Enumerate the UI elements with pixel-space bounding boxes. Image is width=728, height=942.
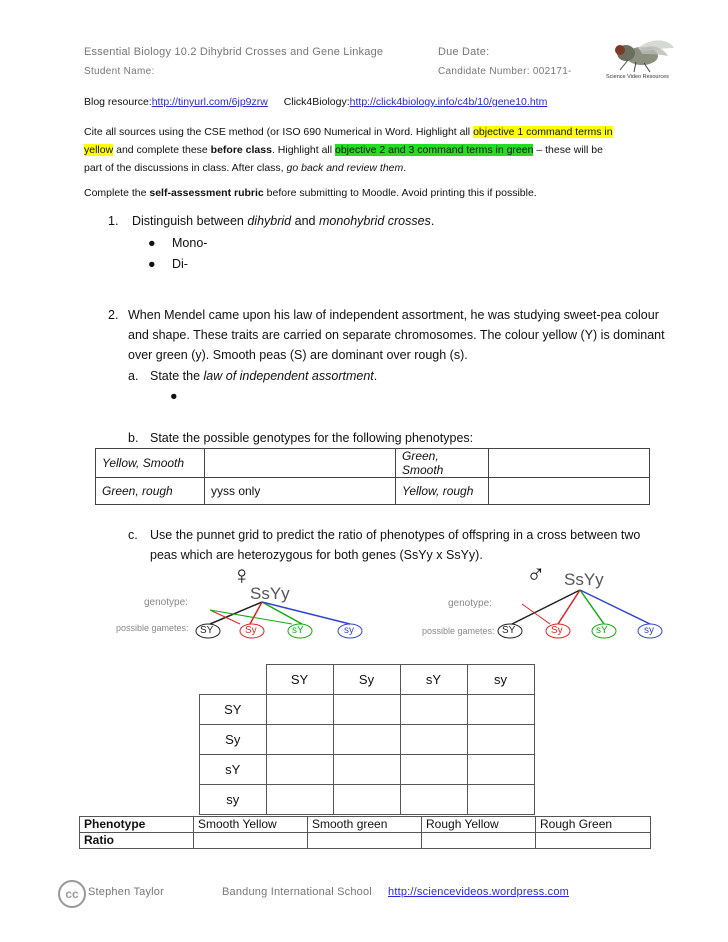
table-row [96,478,650,505]
gamete-sy-lower: sy [644,625,654,636]
q1-number: 1. [108,214,119,228]
instr-text: – these will be [533,144,603,156]
instructions-paragraph [84,123,654,177]
q2-number: 2. [108,308,119,322]
q2b-text: State the possible genotypes for the following phenotypes: [150,431,474,445]
punnet-cell[interactable] [400,755,467,785]
punnet-cell[interactable] [333,695,400,725]
q2c-line: peas which are heterozygous for both genes (SsYy x SsYy). [150,548,483,562]
q1-text-a: Distinguish between [132,214,248,228]
gamete-sy-lowerS: sY [292,625,304,636]
instr-text: Cite all sources using the CSE method (or ISO 690 Numerical in Word. Highlight all [84,126,474,138]
ratio-cell[interactable] [308,833,422,849]
bullet-icon: ● [170,389,178,403]
footer-author: Stephen Taylor [88,886,164,898]
rubric-instruction [84,184,537,202]
phenotype-col: Smooth green [308,817,422,833]
q1-text-b: and [291,214,319,228]
footer-url-link[interactable]: http://sciencevideos.wordpress.com [388,886,570,898]
punnet-row-header: sy [200,785,267,815]
phenotype-ratio-table [79,816,651,849]
candidate-number-label: Candidate Number: 002171- [438,66,572,77]
q2-text [128,305,665,365]
genotype-table [95,448,650,505]
click4biology-label: Click4Biology: [283,96,350,108]
instr-text: before submitting to Moodle. Avoid printing this if possible. [263,187,537,199]
table-row [96,449,650,478]
genotype-answer-cell[interactable]: yyss only [205,478,396,505]
punnet-col-header: SY [266,665,333,695]
gamete-sy-lowerS: sY [596,625,608,636]
punnet-row-header: sY [200,755,267,785]
punnet-cell[interactable] [400,725,467,755]
punnet-col-header: sY [400,665,467,695]
q2a-text [150,366,377,386]
q2a-label: a. [128,369,139,383]
logo-caption: Science Video Resources [606,74,669,80]
genotype-answer-cell[interactable] [489,449,650,478]
genotype-answer-cell[interactable] [489,478,650,505]
punnet-cell[interactable] [333,785,400,815]
q2-line: When Mendel came upon his law of independent assortment, he was studying sweet-pea colour [128,308,659,322]
punnet-row-header: Sy [200,725,267,755]
parent-genotype: SsYy [250,584,290,603]
q2c-text [150,525,640,565]
instr-bold: before class [210,144,272,156]
bullet-icon: ● [148,257,156,271]
q1-italic-monohybrid: monohybrid crosses [318,214,431,228]
male-symbol-icon: ♂ [526,558,546,588]
punnet-cell[interactable] [400,785,467,815]
instr-text: . [403,162,407,174]
highlight-yellow: yellow [84,144,114,156]
punnet-cell[interactable] [467,785,534,815]
table-row [80,833,651,849]
q2c-label: c. [128,528,138,542]
table-row [200,665,535,695]
q1-text [132,211,434,231]
gamete-sy-mixed: Sy [245,625,257,636]
highlight-objective-1: objective 1 command terms in [473,126,613,138]
gametes-label: possible gametes: [116,623,189,633]
punnet-cell[interactable] [400,695,467,725]
gamete-lines [418,564,668,648]
punnet-row-header: SY [200,695,267,725]
instr-text: . Highlight all [271,144,335,156]
due-date-label: Due Date: [438,46,490,58]
q2c-line: Use the punnet grid to predict the ratio of phenotypes of offspring in a cross between two [150,528,641,542]
phenotype-col: Rough Yellow [422,817,536,833]
q2-line: over green (y). Smooth peas (S) are dominant over rough (s). [128,348,468,362]
footer-school: Bandung International School [222,886,372,898]
ratio-label: Ratio [80,833,194,849]
gamete-sy-upper: SY [502,625,516,636]
punnet-cell[interactable] [266,725,333,755]
instr-italic: go back and review them [286,162,404,174]
table-row [80,817,651,833]
punnet-cell[interactable] [467,755,534,785]
q1-bullet-di: Di- [172,257,188,271]
phenotype-col: Rough Green [536,817,651,833]
table-row [200,785,535,815]
gamete-sy-upper: SY [200,625,214,636]
resources-line [84,96,547,108]
instr-text: and complete these [113,144,211,156]
phenotype-cell: Yellow, Smooth [96,449,205,478]
creative-commons-icon: cc [58,880,86,908]
ratio-cell[interactable] [536,833,651,849]
punnet-grid [199,664,535,815]
ratio-cell[interactable] [194,833,308,849]
phenotype-header: Phenotype [80,817,194,833]
punnet-cell[interactable] [333,755,400,785]
punnet-col-header: sy [467,665,534,695]
q2a-end: . [373,369,378,383]
punnet-cell[interactable] [467,725,534,755]
phenotype-cell: Yellow, rough [396,478,489,505]
female-gamete-diagram [112,560,374,648]
q1-text-c: . [430,214,435,228]
document-title: Essential Biology 10.2 Dihybrid Crosses and Gene Linkage [84,46,384,58]
ratio-cell[interactable] [422,833,536,849]
q1-bullet-mono: Mono- [172,236,208,250]
punnet-cell[interactable] [333,725,400,755]
gamete-lines [112,560,374,648]
blog-link[interactable]: http://tinyurl.com/6jp9zrw [151,96,268,108]
gamete-sy-lower: sy [344,625,354,636]
table-row [200,695,535,725]
punnet-corner [200,665,267,695]
click4biology-link[interactable]: http://click4biology.info/c4b/10/gene10.htm [349,96,548,108]
q1-italic-dihybrid: dihybrid [247,214,292,228]
instr-text: part of the discussions in class. After class, [84,162,287,174]
blog-label: Blog resource: [84,96,152,108]
q2a-italic: law of independent assortment [203,369,374,383]
instr-bold: self-assessment rubric [149,187,264,199]
phenotype-cell: Green, Smooth [396,449,489,478]
highlight-objective-2-3: objective 2 and 3 command terms in green [335,144,534,156]
instr-text: Complete the [84,187,150,199]
male-gamete-diagram [418,558,668,648]
q2-line: and shape. These traits are carried on separate chromosomes. The colour yellow (Y) is dominant [128,328,665,342]
phenotype-col: Smooth Yellow [194,817,308,833]
table-row [200,725,535,755]
table-row [200,755,535,785]
punnet-col-header: Sy [333,665,400,695]
gametes-label: possible gametes: [422,626,495,636]
genotype-label: genotype: [144,597,188,608]
punnet-cell[interactable] [266,755,333,785]
gamete-sy-mixed: Sy [551,625,563,636]
genotype-answer-cell[interactable] [205,449,396,478]
punnet-cell[interactable] [266,695,333,725]
female-symbol-icon: ♀ [232,560,252,590]
punnet-cell[interactable] [266,785,333,815]
phenotype-cell: Green, rough [96,478,205,505]
parent-genotype: SsYy [564,570,604,589]
student-name-label: Student Name: [84,66,155,77]
punnet-cell[interactable] [467,695,534,725]
q2a-text-a: State the [150,369,204,383]
genotype-label: genotype: [448,598,492,609]
q2b-label: b. [128,431,139,445]
bullet-icon: ● [148,236,156,250]
